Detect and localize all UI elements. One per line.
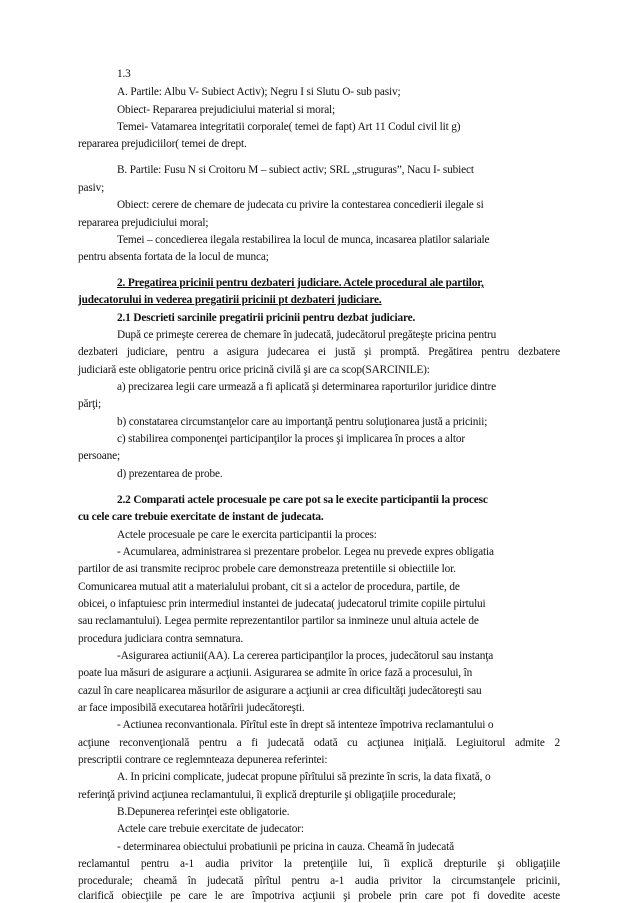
text-line: pasiv; bbox=[78, 182, 105, 194]
text-line: persoane; bbox=[78, 450, 120, 462]
subsection-heading: cu cele care trebuie exercitate de instant de judecata. bbox=[78, 511, 324, 523]
text-line: Temei- Vatamarea integritatii corporale( temei de fapt) Art 11 Codul civil lit g) bbox=[117, 121, 461, 133]
text-line: - Acumularea, administrarea si prezentare probelor. Legea nu prevede expres obligatia bbox=[117, 546, 494, 558]
text-line: repararea prejudiciilor( temei de drept. bbox=[78, 138, 247, 150]
text-line: clarifică obiecţiile pe care le are împotriva acţiunii şi probele prin care pot fi dovedite aceste bbox=[78, 890, 560, 902]
section-number: 1.3 bbox=[117, 68, 131, 80]
text-line: d) prezentarea de probe. bbox=[117, 468, 223, 480]
text-line: Obiect- Repararea prejudiciului material si moral; bbox=[117, 104, 336, 116]
text-line: acţiune reconvenţională pentru a fi judecată odată cu acţiunea iniţială. Legiuitorul admite 2 bbox=[78, 737, 560, 749]
text-line: reclamantul pentru a-1 audia privitor la pretenţiile lui, îi explică drepturile şi obligaţiile bbox=[78, 858, 560, 870]
text-line: a) precizarea legii care urmează a fi aplicată şi determinarea raporturilor juridice dintre bbox=[117, 381, 497, 393]
text-line: B.Depunerea referinţei este obligatorie. bbox=[117, 806, 290, 818]
text-line: prescriptii contrare ce reglemnteaza depunerea referintei: bbox=[78, 754, 328, 766]
text-line: A. Partile: Albu V- Subiect Activ); Negru I si Slutu O- sub pasiv; bbox=[117, 86, 401, 98]
text-line: După ce primeşte cererea de chemare în judecată, judecătorul pregăteşte pricina pentru bbox=[117, 329, 497, 341]
text-line: procedura judiciara contra semnatura. bbox=[78, 633, 244, 645]
text-line: judiciară este obligatorie pentru orice pricină civilă şi are ca scop(SARCINILE): bbox=[78, 364, 430, 376]
text-line: partilor de asi transmite reciproc probele care demonstreaza pretentiile si obiectiile lor. bbox=[78, 563, 456, 575]
text-line: poate lua măsuri de asigurare a acţiunii. Asigurarea se admite în orice fază a procesului, în bbox=[78, 667, 473, 679]
text-line: procedurale; cheamă în judecată pîrîtul pentru a-1 audia privitor la circumstanţele pricinii, bbox=[78, 875, 560, 887]
text-line: -Asigurarea actiunii(AA). La cererea participanţilor la proces, judecătorul sau instanţa bbox=[117, 650, 494, 662]
text-line: pentru absenta fortata de la locul de munca; bbox=[78, 251, 269, 263]
text-line: - determinarea obiectului probatiunii pe pricina in cauza. Cheamă în judecată bbox=[117, 841, 454, 853]
section-heading: judecatorului in vederea pregatirii pricinii pt dezbateri judiciare. bbox=[78, 294, 382, 306]
text-line: Obiect: cerere de chemare de judecata cu privire la contestarea concedierii ilegale si bbox=[117, 199, 484, 211]
subsection-heading: 2.2 Comparati actele procesuale pe care pot sa le execite participantii la procesc bbox=[117, 494, 488, 506]
section-heading: 2. Pregatirea pricinii pentru dezbateri judiciare. Actele procedural ale partilor, bbox=[117, 277, 484, 289]
text-line: A. In pricini complicate, judecat propune pîrîtului să prezinte în scris, la data fixată, o bbox=[117, 771, 491, 783]
text-line: Comunicarea mutual atit a materialului probant, cit si a actelor de procedura, partile, de bbox=[78, 581, 460, 593]
text-line: - Actiunea reconvantionala. Pîrîtul este în drept să intenteze împotriva reclamantului o bbox=[117, 719, 494, 731]
text-line: obicei, o infaptuiesc prin intermediul instantei de judecata( judecatorul trimite copiile pirtului bbox=[78, 598, 486, 610]
text-line: repararea prejudiciului moral; bbox=[78, 217, 209, 229]
text-line: dezbateri judiciare, pentru a asigura judecarea ei justă şi promptă. Pregătirea pentru dezbatere bbox=[78, 346, 560, 358]
text-line: referinţă privind acţiunea reclamantului, îi explică drepturile şi obligaţiile procedurale; bbox=[78, 789, 456, 801]
subsection-heading: 2.1 Descrieti sarcinile pregatirii pricinii pentru dezbat judiciare. bbox=[117, 312, 416, 324]
text-line: B. Partile: Fusu N si Croitoru M – subiect activ; SRL „struguras”, Nacu I- subiect bbox=[117, 164, 474, 176]
text-line: Actele care trebuie exercitate de judecator: bbox=[117, 823, 304, 835]
text-line: părţi; bbox=[78, 398, 101, 410]
text-line: sau reclamantului). Legea permite reprezentantilor partilor sa inmineze unul altuia actele de bbox=[78, 615, 479, 627]
text-line: b) constatarea circumstanţelor care au importanţă pentru soluţionarea justă a pricinii; bbox=[117, 416, 488, 428]
text-line: cazul în care neaplicarea măsurilor de asigurare a acţiunii ar crea dificultăţi judecătoreşti sau bbox=[78, 685, 482, 697]
text-line: c) stabilirea componenţei participanţilor la proces şi implicarea în proces a altor bbox=[117, 433, 465, 445]
text-line: ar face imposibilă executarea hotărîrii judecătoreşti. bbox=[78, 702, 305, 714]
text-line: Actele procesuale pe care le exercita participantii la proces: bbox=[117, 529, 377, 541]
text-line: Temei – concedierea ilegala restabilirea la locul de munca, incasarea platilor salariale bbox=[117, 234, 490, 246]
